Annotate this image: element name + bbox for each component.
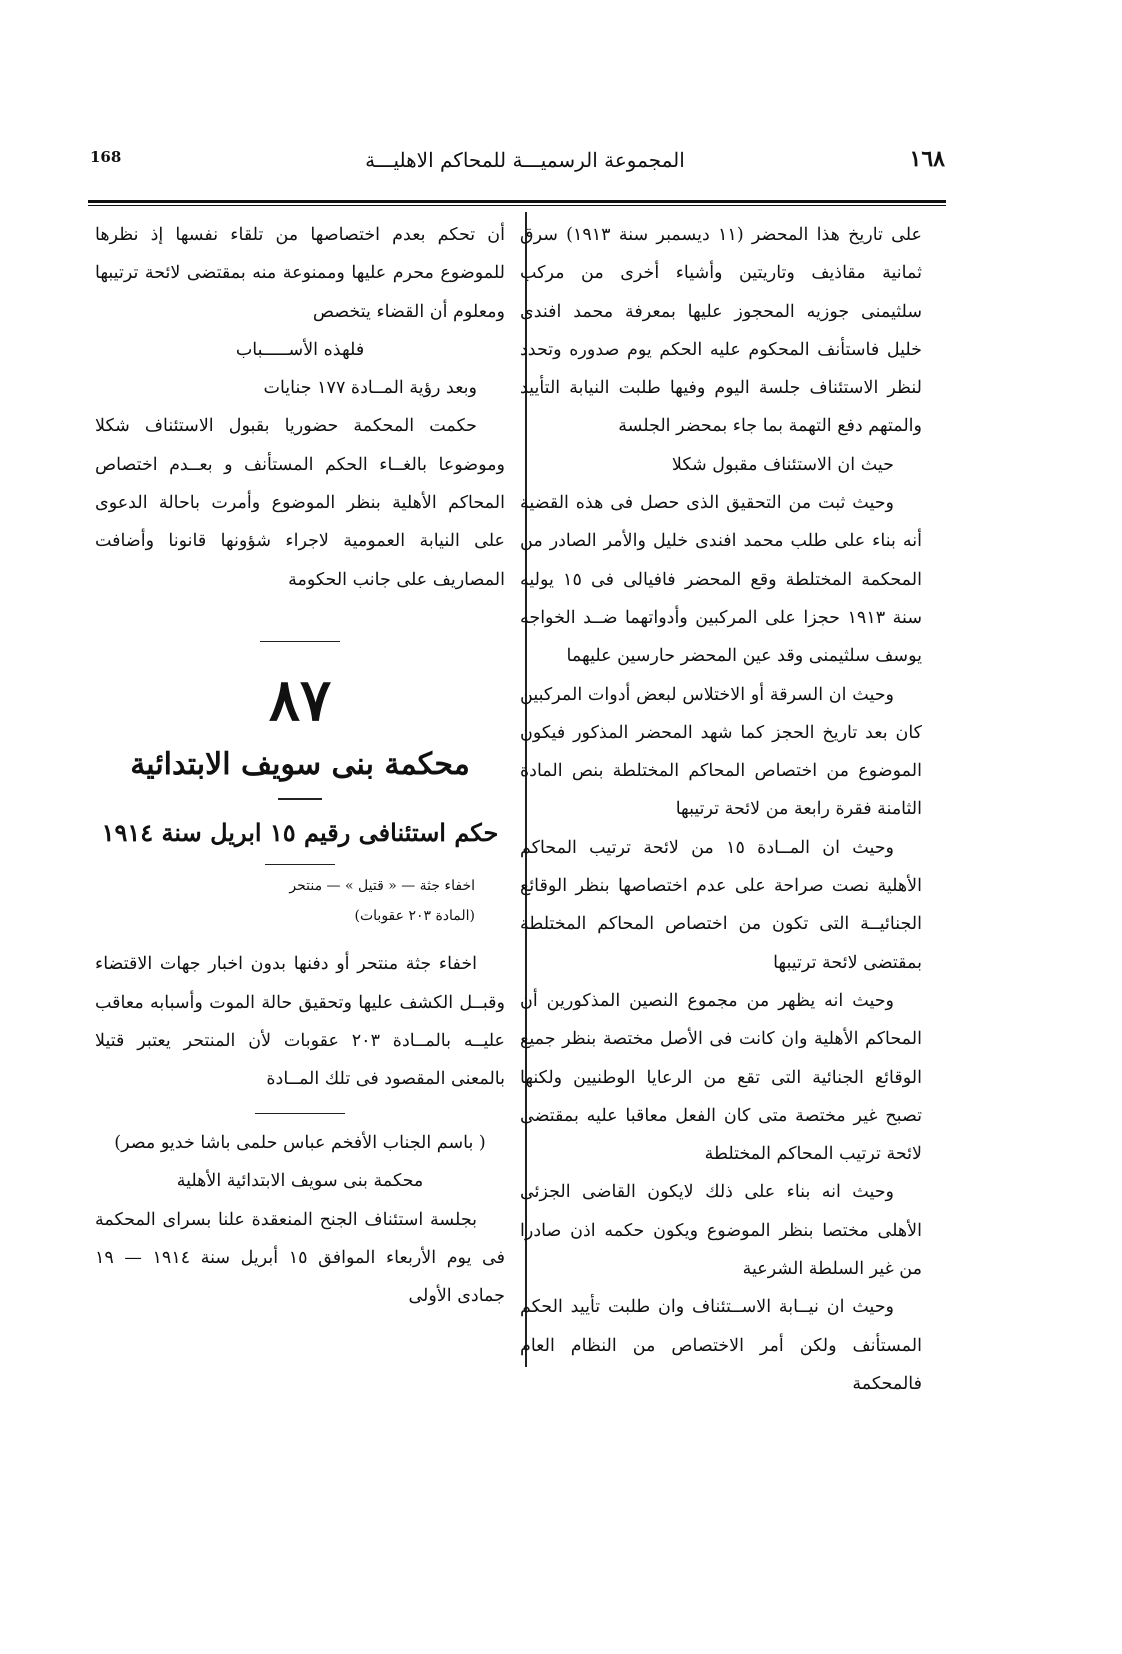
paragraph: وحيث ثبت من التحقيق الذى حصل فى هذه القضية أنه بناء على طلب محمد افندى خليل والأمر الصادر من المحكمة المختلطة وقع المحضر فافيالى فى ١٥ يوليه سنة ١٩١٣ حجزا على المركبين وأدواتهما ضــد الخواجه يوسف سلثيمنى وقد عين المحضر حارسين عليهما bbox=[520, 493, 922, 667]
keywords: اخفاء جثة — « قتيل » — منتحر bbox=[289, 878, 475, 895]
paragraph: وحيث ان نيــابة الاســتئناف وان طلبت تأييد الحكم المستأنف ولكن أمر الاختصاص من النظام العام فالمحكمة bbox=[520, 1297, 922, 1394]
running-title: المجموعة الرسميـــة للمحاكم الاهليـــة bbox=[365, 148, 685, 172]
paragraph: وحيث ان المــادة ١٥ من لائحة ترتيب المحاكم الأهلية نصت صراحة على عدم اختصاصها بنظر الوقائع الجنائيــة التى تكون من اختصاص المحاكم المختلطة بمقتضى لائحة ترتيبها bbox=[520, 837, 922, 973]
ruling-paragraph: حكمت المحكمة حضوريا بقبول الاستئناف شكلا وموضوعا بالغــاء الحكم المستأنف و بعــدم اختصاص المحاكم الأهلية بنظر الموضوع وأمرت باحالة الدعوى على النيابة العمومية لاجراء شؤونها قانونا وأضافت المصاريف على جانب الحكومة bbox=[95, 416, 505, 590]
title-rule bbox=[278, 798, 322, 800]
court-name: محكمة بنى سويف الابتدائية bbox=[130, 747, 470, 783]
spacer bbox=[95, 1114, 505, 1124]
page-number-latin: 168 bbox=[90, 148, 122, 166]
case-title: حكم استئنافى رقيم ١٥ ابريل سنة ١٩١٤ bbox=[101, 817, 499, 847]
header-rule bbox=[88, 200, 946, 203]
spacer bbox=[95, 931, 505, 945]
paragraph: وحيث انه يظهر من مجموع النصين المذكورين أن المحاكم الأهلية وان كانت فى الأصل مختصة بنظر جميع الوقائع الجنائية التى تقع من الرعايا الوطنيين ولكنها تصبح غير مختصة متى كان الفعل معاقبا عليه بمقتضى لائحة ترتيب المحاكم المختلطة bbox=[520, 990, 922, 1165]
article-reference: وبعد رؤية المــادة ١٧٧ جنايات bbox=[263, 378, 477, 399]
spacer bbox=[95, 599, 505, 641]
royal-line: ( باسم الجناب الأفخم عباس حلمى باشا خديو مصر) bbox=[114, 1133, 486, 1154]
left-column bbox=[95, 216, 505, 1316]
summary-paragraph: اخفاء جثة منتحر أو دفنها بدون اخبار جهات الاقتضاء وقبــل الكشف عليها وتحقيق حالة الموت وأسبابه معاقب عليــه بالمــادة ٢٠٣ عقوبات لأن المنتحر يعتبر قتيلا بالمعنى المقصود فى تلك المــادة bbox=[95, 954, 505, 1090]
paragraph: وحيث ان السرقة أو الاختلاس لبعض أدوات المركبين كان بعد تاريخ الحجز كما شهد المحضر المذكور فيكون الموضوع من اختصاص المحاكم المختلطة بنص المادة الثامنة فقرة رابعة من لائحة ترتيبها bbox=[520, 684, 922, 820]
opening-paragraph: أن تحكم بعدم اختصاصها من تلقاء نفسها إذ نظرها للموضوع محرم عليها وممنوعة منه بمقتضى لائحة ترتيبها ومعلوم أن القضاء يتخصص bbox=[95, 225, 505, 322]
section-rule bbox=[260, 641, 340, 643]
keywords-article: (المادة ٢٠٣ عقوبات) bbox=[354, 908, 475, 925]
page-header bbox=[90, 148, 945, 188]
case-number: ٨٧ bbox=[268, 666, 332, 735]
header-rule-thin bbox=[88, 205, 946, 206]
paragraph: حيث ان الاستئناف مقبول شكلا bbox=[671, 454, 894, 475]
spacer bbox=[95, 1099, 505, 1113]
paragraph: وحيث انه بناء على ذلك لايكون القاضى الجزئى الأهلى مختصا بنظر الموضوع ويكون حكمه اذن صادرا من غير السلطة الشرعية bbox=[520, 1182, 922, 1280]
page-number-arabic: ١٦٨ bbox=[909, 146, 945, 172]
reasons-heading: فلهذه الأســـــباب bbox=[235, 339, 365, 360]
paragraph: على تاريخ هذا المحضر (١١ ديسمبر سنة ١٩١٣) سرق ثمانية مقاذيف وتاريتين وأشياء أخرى من مركب سلثيمنى جوزيه المحجوز عليها بمعرفة محمد افندى خليل فاستأنف المحكوم عليه الحكم يوم صدوره وتحدد لنظر الاستئناف جلسة اليوم وفيها طلبت النيابة التأييد والمتهم دفع التهمة بما جاء بمحضر الجلسة bbox=[520, 225, 922, 437]
right-column bbox=[520, 216, 922, 1403]
session-paragraph: بجلسة استئناف الجنح المنعقدة علنا بسراى المحكمة فى يوم الأربعاء الموافق ١٥ أبريل سنة ١٩١٤ — ١٩ جمادى الأولى bbox=[95, 1209, 506, 1307]
court-line: محكمة بنى سويف الابتدائية الأهلية bbox=[176, 1171, 424, 1192]
title-rule bbox=[265, 864, 335, 866]
